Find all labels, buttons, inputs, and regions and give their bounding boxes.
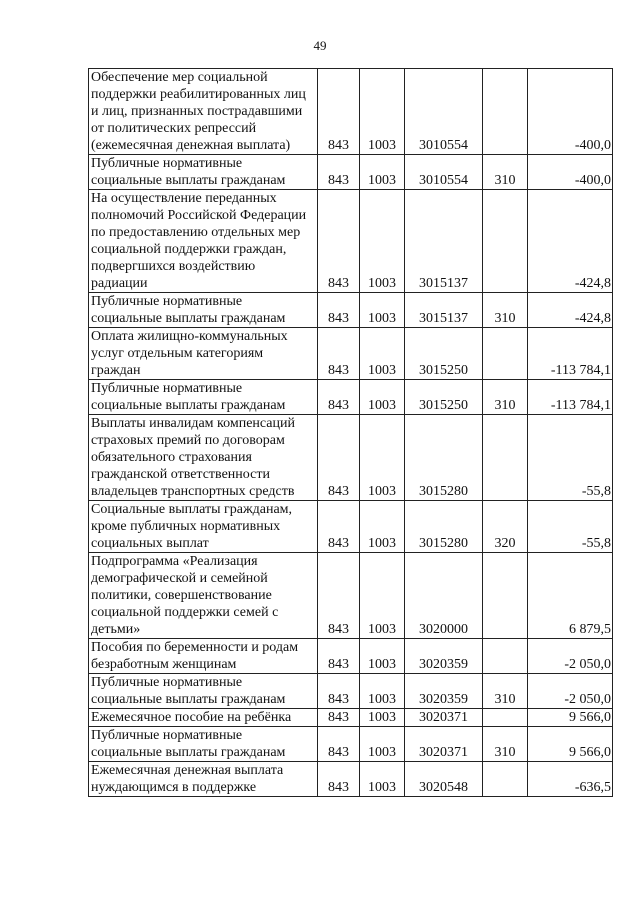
row-target: 3020548 <box>405 762 483 797</box>
row-kind <box>483 639 528 674</box>
row-section: 1003 <box>360 762 405 797</box>
row-grbs: 843 <box>318 69 360 155</box>
row-name-cell <box>89 190 318 293</box>
row-target: 3010554 <box>405 69 483 155</box>
row-amount: -55,8 <box>528 415 613 501</box>
row-section: 1003 <box>360 155 405 190</box>
row-name-cell <box>89 553 318 639</box>
row-amount: -400,0 <box>528 69 613 155</box>
row-name-cell <box>89 709 318 727</box>
table-row <box>89 553 613 639</box>
table-row <box>89 155 613 190</box>
row-kind: 310 <box>483 674 528 709</box>
row-name-cell <box>89 674 318 709</box>
row-name: Пособия по беременности и родам безработным женщинам <box>91 640 299 672</box>
row-name: Публичные нормативные социальные выплаты гражданам <box>91 728 286 760</box>
table-row <box>89 415 613 501</box>
row-grbs: 843 <box>318 501 360 553</box>
row-amount: -636,5 <box>528 762 613 797</box>
row-grbs: 843 <box>318 293 360 328</box>
row-amount: -113 784,1 <box>528 380 613 415</box>
page-number: 49 <box>313 38 327 53</box>
row-section: 1003 <box>360 380 405 415</box>
row-kind <box>483 328 528 380</box>
table-row <box>89 190 613 293</box>
row-grbs: 843 <box>318 674 360 709</box>
row-section: 1003 <box>360 709 405 727</box>
row-name-cell <box>89 380 318 415</box>
row-name: Выплаты инвалидам компенсаций страховых премий по договорам обязательного страхования гражданской ответственности владельцев транспортных средств <box>91 416 295 499</box>
row-grbs: 843 <box>318 709 360 727</box>
row-kind <box>483 762 528 797</box>
row-kind <box>483 69 528 155</box>
row-target: 3020371 <box>405 727 483 762</box>
row-grbs: 843 <box>318 553 360 639</box>
row-target: 3015137 <box>405 190 483 293</box>
row-name: Ежемесячное пособие на ребёнка <box>91 710 292 725</box>
row-name-cell <box>89 727 318 762</box>
row-kind: 310 <box>483 727 528 762</box>
row-amount: -400,0 <box>528 155 613 190</box>
row-section: 1003 <box>360 674 405 709</box>
row-name: Публичные нормативные социальные выплаты гражданам <box>91 675 286 707</box>
row-kind: 310 <box>483 293 528 328</box>
row-section: 1003 <box>360 639 405 674</box>
row-name-cell <box>89 293 318 328</box>
table-row <box>89 639 613 674</box>
row-kind <box>483 553 528 639</box>
row-amount: 9 566,0 <box>528 709 613 727</box>
table-row <box>89 727 613 762</box>
budget-table <box>88 68 613 797</box>
row-grbs: 843 <box>318 415 360 501</box>
row-target: 3010554 <box>405 155 483 190</box>
table-row <box>89 501 613 553</box>
row-grbs: 843 <box>318 328 360 380</box>
row-kind <box>483 709 528 727</box>
row-target: 3015137 <box>405 293 483 328</box>
table-row <box>89 293 613 328</box>
row-name: Ежемесячная денежная выплата нуждающимся в поддержке <box>91 763 284 795</box>
row-name-cell <box>89 415 318 501</box>
row-section: 1003 <box>360 553 405 639</box>
row-kind: 320 <box>483 501 528 553</box>
row-target: 3020359 <box>405 674 483 709</box>
table-row <box>89 674 613 709</box>
row-section: 1003 <box>360 190 405 293</box>
table-row <box>89 380 613 415</box>
row-name-cell <box>89 639 318 674</box>
row-target: 3020000 <box>405 553 483 639</box>
row-name: Публичные нормативные социальные выплаты гражданам <box>91 381 286 413</box>
row-name: Публичные нормативные социальные выплаты гражданам <box>91 294 286 326</box>
row-amount: -55,8 <box>528 501 613 553</box>
row-grbs: 843 <box>318 727 360 762</box>
row-kind: 310 <box>483 380 528 415</box>
row-name-cell <box>89 155 318 190</box>
row-name: Оплата жилищно-коммунальных услуг отдельным категориям граждан <box>91 329 288 378</box>
row-kind <box>483 190 528 293</box>
row-target: 3015250 <box>405 328 483 380</box>
row-name: Публичные нормативные социальные выплаты гражданам <box>91 156 286 188</box>
row-grbs: 843 <box>318 190 360 293</box>
row-section: 1003 <box>360 727 405 762</box>
row-section: 1003 <box>360 415 405 501</box>
row-target: 3020371 <box>405 709 483 727</box>
row-name: Подпрограмма «Реализация демографической и семейной политики, совершенствование социальной поддержки семей с детьми» <box>91 554 279 637</box>
row-amount: -424,8 <box>528 190 613 293</box>
table-row <box>89 69 613 155</box>
row-target: 3015280 <box>405 501 483 553</box>
row-grbs: 843 <box>318 155 360 190</box>
row-name: Социальные выплаты гражданам, кроме публичных нормативных социальных выплат <box>91 502 293 551</box>
table-row <box>89 328 613 380</box>
row-kind: 310 <box>483 155 528 190</box>
row-name: Обеспечение мер социальной поддержки реабилитированных лиц и лиц, признанных пострадавшими от политических репрессий (ежемесячная денежная выплата) <box>91 70 306 153</box>
row-grbs: 843 <box>318 380 360 415</box>
row-name-cell <box>89 328 318 380</box>
row-name: На осуществление переданных полномочий Российской Федерации по предоставлению отдельных мер социальной поддержки граждан, подвергшихся воздействию радиации <box>91 191 307 291</box>
row-section: 1003 <box>360 501 405 553</box>
row-name-cell <box>89 501 318 553</box>
row-amount: -2 050,0 <box>528 674 613 709</box>
row-grbs: 843 <box>318 762 360 797</box>
table-row <box>89 709 613 727</box>
row-amount: 9 566,0 <box>528 727 613 762</box>
table-row <box>89 762 613 797</box>
row-target: 3015280 <box>405 415 483 501</box>
row-amount: -2 050,0 <box>528 639 613 674</box>
row-name-cell <box>89 762 318 797</box>
row-target: 3015250 <box>405 380 483 415</box>
row-amount: -113 784,1 <box>528 328 613 380</box>
row-kind <box>483 415 528 501</box>
row-grbs: 843 <box>318 639 360 674</box>
row-name-cell <box>89 69 318 155</box>
row-section: 1003 <box>360 69 405 155</box>
row-section: 1003 <box>360 328 405 380</box>
row-target: 3020359 <box>405 639 483 674</box>
row-amount: -424,8 <box>528 293 613 328</box>
row-section: 1003 <box>360 293 405 328</box>
row-amount: 6 879,5 <box>528 553 613 639</box>
